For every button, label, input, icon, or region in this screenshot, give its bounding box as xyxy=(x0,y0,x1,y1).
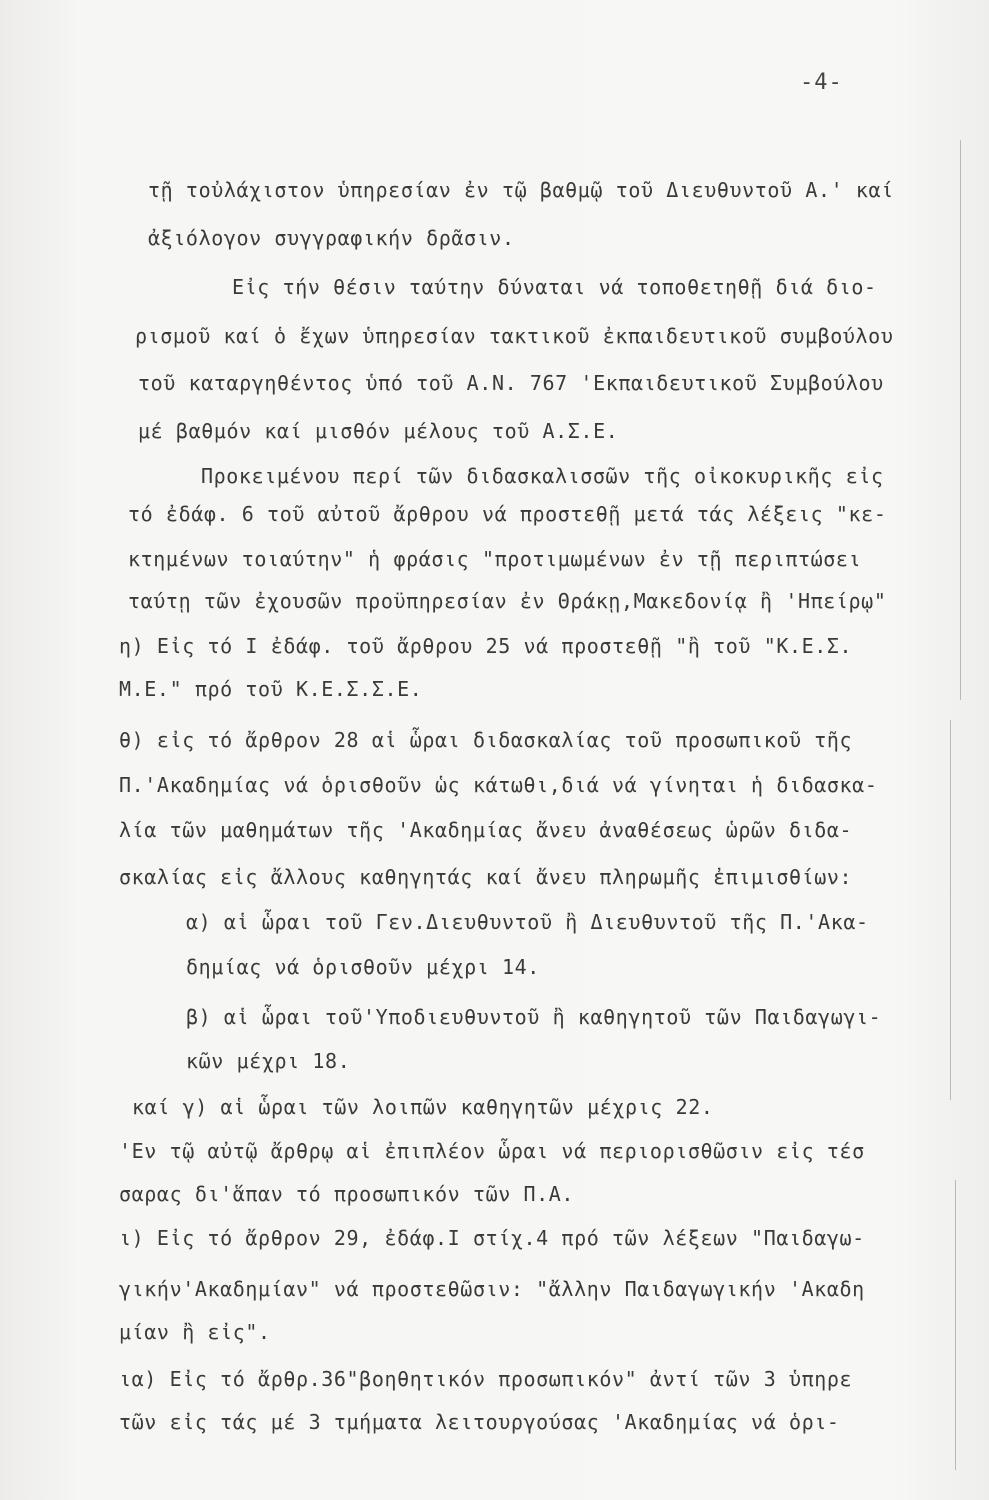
text-line: ρισμοῦ καί ὁ ἔχων ὑπηρεσίαν τακτικοῦ ἐκπαιδευτικοῦ συμβούλου xyxy=(135,324,894,348)
text-line: ἀξιόλογον συγγραφικήν δρᾶσιν. xyxy=(148,226,515,250)
text-line: Μ.Ε." πρό τοῦ Κ.Ε.Σ.Σ.Ε. xyxy=(119,677,423,701)
text-line: ταύτῃ τῶν ἐχουσῶν προϋπηρεσίαν ἐν Θράκῃ,Μακεδονίᾳ ἢ 'Ηπείρῳ" xyxy=(128,589,887,613)
text-line: τῶν εἰς τάς μέ 3 τμήματα λειτουργούσας 'Ακαδημίας νά ὁρι- xyxy=(119,1410,840,1434)
text-line: σαρας δι'ἅπαν τό προσωπικόν τῶν Π.Α. xyxy=(119,1182,575,1206)
text-line: δημίας νά ὁρισθοῦν μέχρι 14. xyxy=(186,955,540,979)
text-line: τοῦ καταργηθέντος ὑπό τοῦ Α.Ν. 767 'Εκπαιδευτικοῦ Συμβούλου xyxy=(138,371,884,395)
text-line: α) αἱ ὧραι τοῦ Γεν.Διευθυντοῦ ἢ Διευθυντοῦ τῆς Π.'Ακα- xyxy=(186,910,869,934)
text-line: η) Εἰς τό Ι ἐδάφ. τοῦ ἄρθρου 25 νά προστεθῇ "ἢ τοῦ "Κ.Ε.Σ. xyxy=(119,634,853,658)
margin-rule xyxy=(950,720,951,1100)
text-line: λία τῶν μαθημάτων τῆς 'Ακαδημίας ἄνευ ἀναθέσεως ὡρῶν διδα- xyxy=(119,818,853,842)
text-line: β) αἱ ὧραι τοῦ'Υποδιευθυντοῦ ἢ καθηγητοῦ τῶν Παιδαγωγι- xyxy=(186,1005,882,1029)
text-line: γικήν'Ακαδημίαν" νά προστεθῶσιν: "ἄλλην Παιδαγωγικήν 'Ακαδη xyxy=(119,1277,865,1301)
text-line: καί γ) αἱ ὧραι τῶν λοιπῶν καθηγητῶν μέχρις 22. xyxy=(132,1095,714,1119)
text-line: μέ βαθμόν καί μισθόν μέλους τοῦ Α.Σ.Ε. xyxy=(138,419,619,443)
text-line: τῇ τοὐλάχιστον ὑπηρεσίαν ἐν τῷ βαθμῷ τοῦ Διευθυντοῦ Α.' καί xyxy=(148,178,894,202)
margin-rule xyxy=(960,140,961,700)
text-line: Εἰς τήν θέσιν ταύτην δύναται νά τοποθετηθῇ διά διο- xyxy=(232,275,877,299)
text-line: μίαν ἢ εἰς". xyxy=(119,1320,271,1344)
text-line: κῶν μέχρι 18. xyxy=(186,1049,351,1073)
text-line: σκαλίας εἰς ἄλλους καθηγητάς καί ἄνευ πληρωμῆς ἐπιμισθίων: xyxy=(119,865,853,889)
text-line: 'Εν τῷ αὐτῷ ἄρθρῳ αἱ ἐπιπλέον ὧραι νά περιορισθῶσιν εἰς τέσ xyxy=(119,1139,865,1163)
text-line: Π.'Ακαδημίας νά ὁρισθοῦν ὡς κάτωθι,διά νά γίνηται ἡ διδασκα- xyxy=(119,773,878,797)
text-line: τό ἐδάφ. 6 τοῦ αὐτοῦ ἄρθρου νά προστεθῇ μετά τάς λέξεις "κε- xyxy=(128,502,887,526)
page-number: -4- xyxy=(800,70,843,95)
text-line: ια) Εἰς τό ἄρθρ.36"βοηθητικόν προσωπικόν" ἀντί τῶν 3 ὑπηρε xyxy=(119,1367,853,1391)
text-line: θ) εἰς τό ἄρθρον 28 αἱ ὧραι διδασκαλίας τοῦ προσωπικοῦ τῆς xyxy=(119,728,853,752)
text-line: κτημένων τοιαύτην" ἡ φράσις "προτιμωμένων ἐν τῇ περιπτώσει xyxy=(128,547,862,571)
margin-rule xyxy=(955,1180,956,1470)
text-line: Προκειμένου περί τῶν διδασκαλισσῶν τῆς οἰκοκυρικῆς εἰς xyxy=(201,464,884,488)
text-line: ι) Εἰς τό ἄρθρον 29, ἐδάφ.Ι στίχ.4 πρό τῶν λέξεων "Παιδαγω- xyxy=(119,1226,865,1250)
